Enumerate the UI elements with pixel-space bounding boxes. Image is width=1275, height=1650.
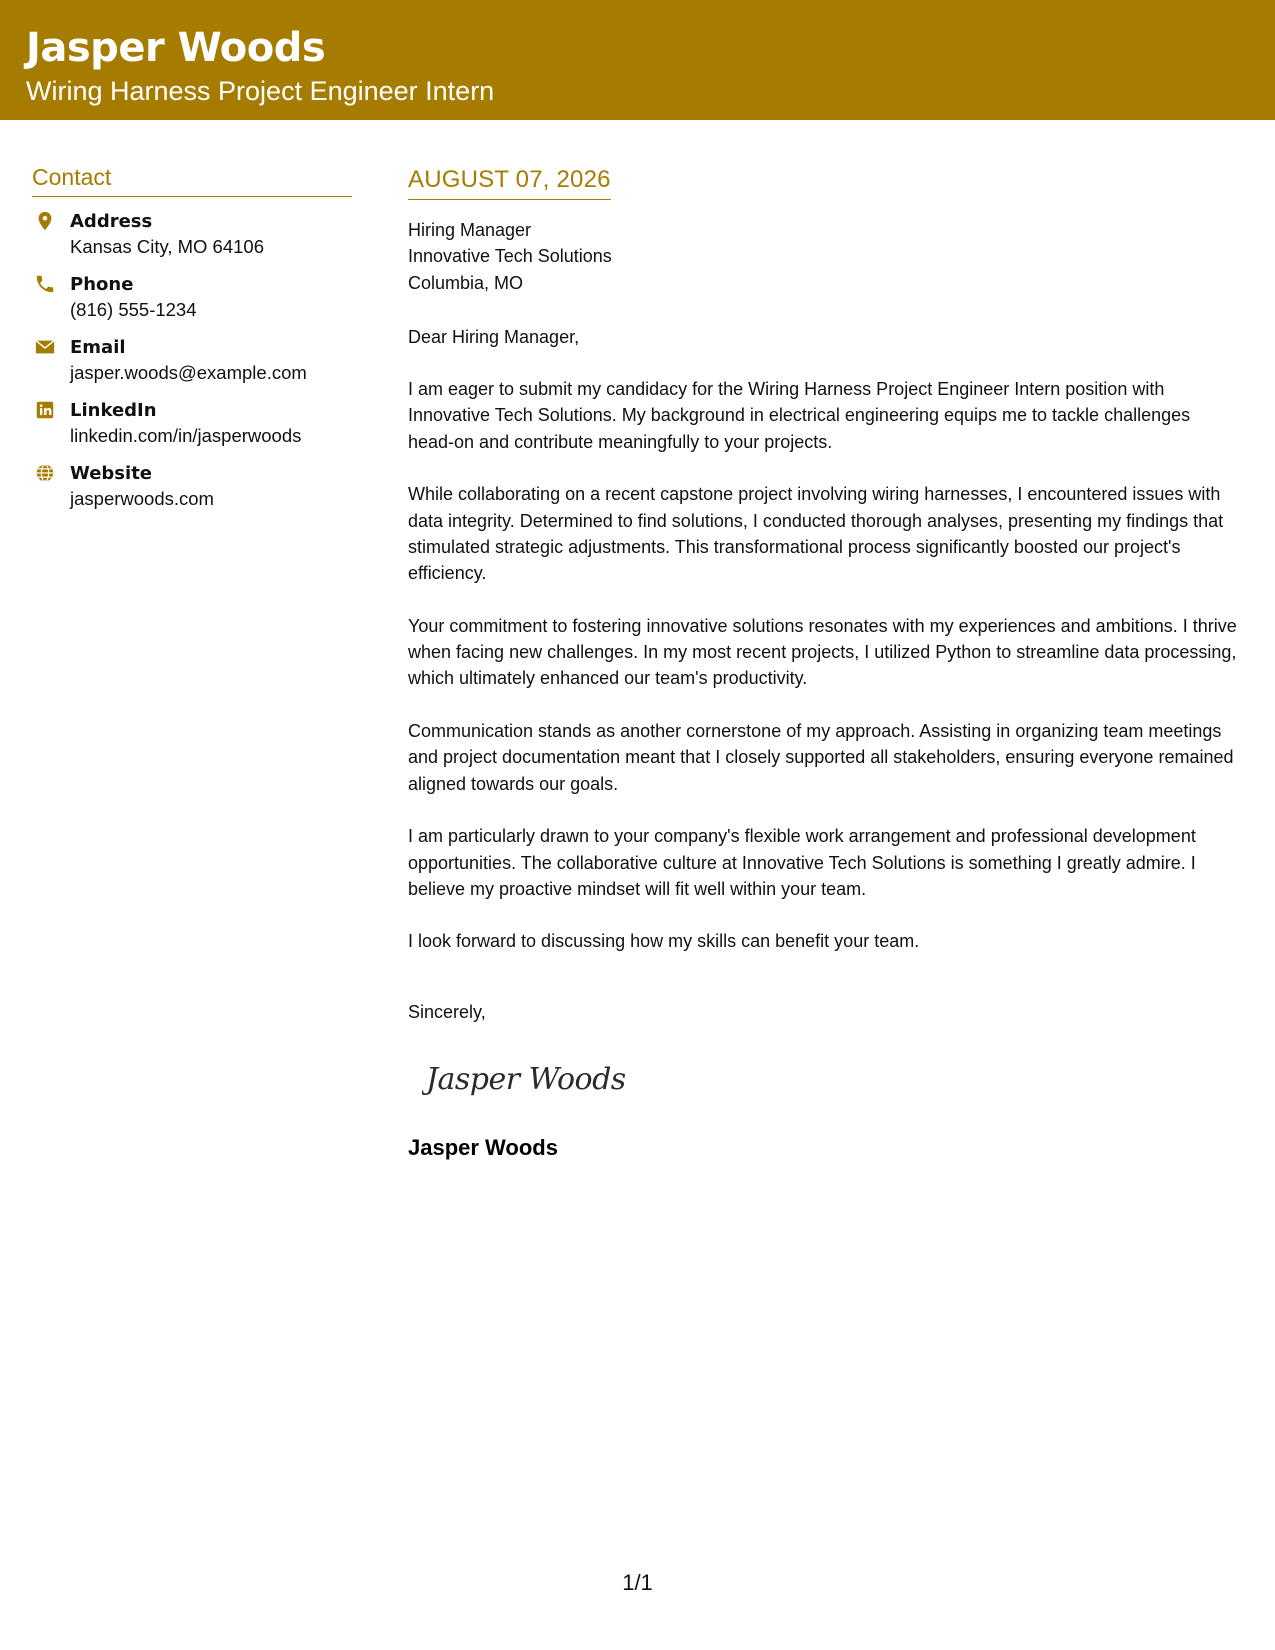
salutation: Dear Hiring Manager, — [408, 326, 580, 347]
letter-paragraph: Communication stands as another cornerstone of my approach. Assisting in organizing team meetings and project documentation meant that I closely supported all stakeholders, ensuring everyone remained aligned towards our goals. — [408, 721, 1234, 794]
letter-paragraph: I am eager to submit my candidacy for the Wiring Harness Project Engineer Intern position with Innovative Tech Solutions. My background in electrical engineering equips me to tackle challenges head-on and contribute meaningfully to your projects. — [408, 379, 1191, 452]
signature-image — [422, 1053, 662, 1103]
recipient-block — [408, 217, 1238, 296]
letter-paragraph: While collaborating on a recent capstone project involving wiring harnesses, I encountered issues with data integrity. Determined to find solutions, I conducted thorough analyses, presenting my findings that stimulated strategic adjustments. This transformational process significantly boosted our project's efficiency. — [408, 484, 1224, 584]
recipient-line: Columbia, MO — [408, 272, 524, 293]
contact-email — [32, 335, 352, 398]
letter-paragraphs — [408, 376, 1238, 955]
contact-list — [32, 209, 352, 524]
letter-paragraph: Your commitment to fostering innovative solutions resonates with my experiences and ambitions. I thrive when facing new challenges. In my most recent projects, I utilized Python to streamline data processing, which ultimately enhanced our team's productivity. — [408, 615, 1237, 689]
recipient-line: Hiring Manager — [408, 220, 532, 240]
phone-icon — [34, 273, 56, 295]
contact-sidebar — [32, 162, 352, 524]
signature-text: Jasper Woods — [426, 1062, 626, 1098]
contact-address — [32, 209, 352, 272]
globe-icon — [34, 462, 56, 484]
contact-website — [32, 461, 352, 524]
letter-date: AUGUST 07, 2026 — [408, 164, 611, 200]
contact-label: Phone — [70, 274, 134, 295]
contact-label: Website — [70, 463, 153, 484]
contact-value: Kansas City, MO 64106 — [70, 236, 264, 257]
applicant-name: Jasper Woods — [26, 25, 326, 71]
header-banner — [0, 0, 1275, 120]
contact-value: jasperwoods.com — [70, 488, 214, 509]
contact-value: (816) 555-1234 — [70, 299, 197, 320]
page-number: 1/1 — [622, 1570, 653, 1595]
closing: Sincerely, — [408, 1001, 486, 1022]
contact-linkedin — [32, 398, 352, 461]
contact-label: Address — [70, 211, 153, 232]
recipient-line: Innovative Tech Solutions — [408, 246, 612, 267]
letter-paragraph: I look forward to discussing how my skills can benefit your team. — [408, 931, 920, 952]
contact-label: LinkedIn — [70, 400, 157, 421]
contact-heading: Contact — [32, 162, 352, 197]
letter-body — [408, 164, 1238, 1162]
job-title: Wiring Harness Project Engineer Intern — [26, 76, 495, 106]
signer-name: Jasper Woods — [408, 1135, 558, 1161]
envelope-icon — [34, 336, 56, 358]
map-pin-icon — [34, 210, 56, 232]
contact-value: jasper.woods@example.com — [70, 362, 307, 383]
contact-label: Email — [70, 337, 126, 358]
contact-phone — [32, 272, 352, 335]
contact-value: linkedin.com/in/jasperwoods — [70, 425, 302, 446]
letter-paragraph: I am particularly drawn to your company's flexible work arrangement and professional development opportunities. The collaborative culture at Innovative Tech Solutions is something I greatly admire. I believe my proactive mindset will fit well within your team. — [408, 826, 1196, 899]
linkedin-icon — [34, 399, 56, 421]
